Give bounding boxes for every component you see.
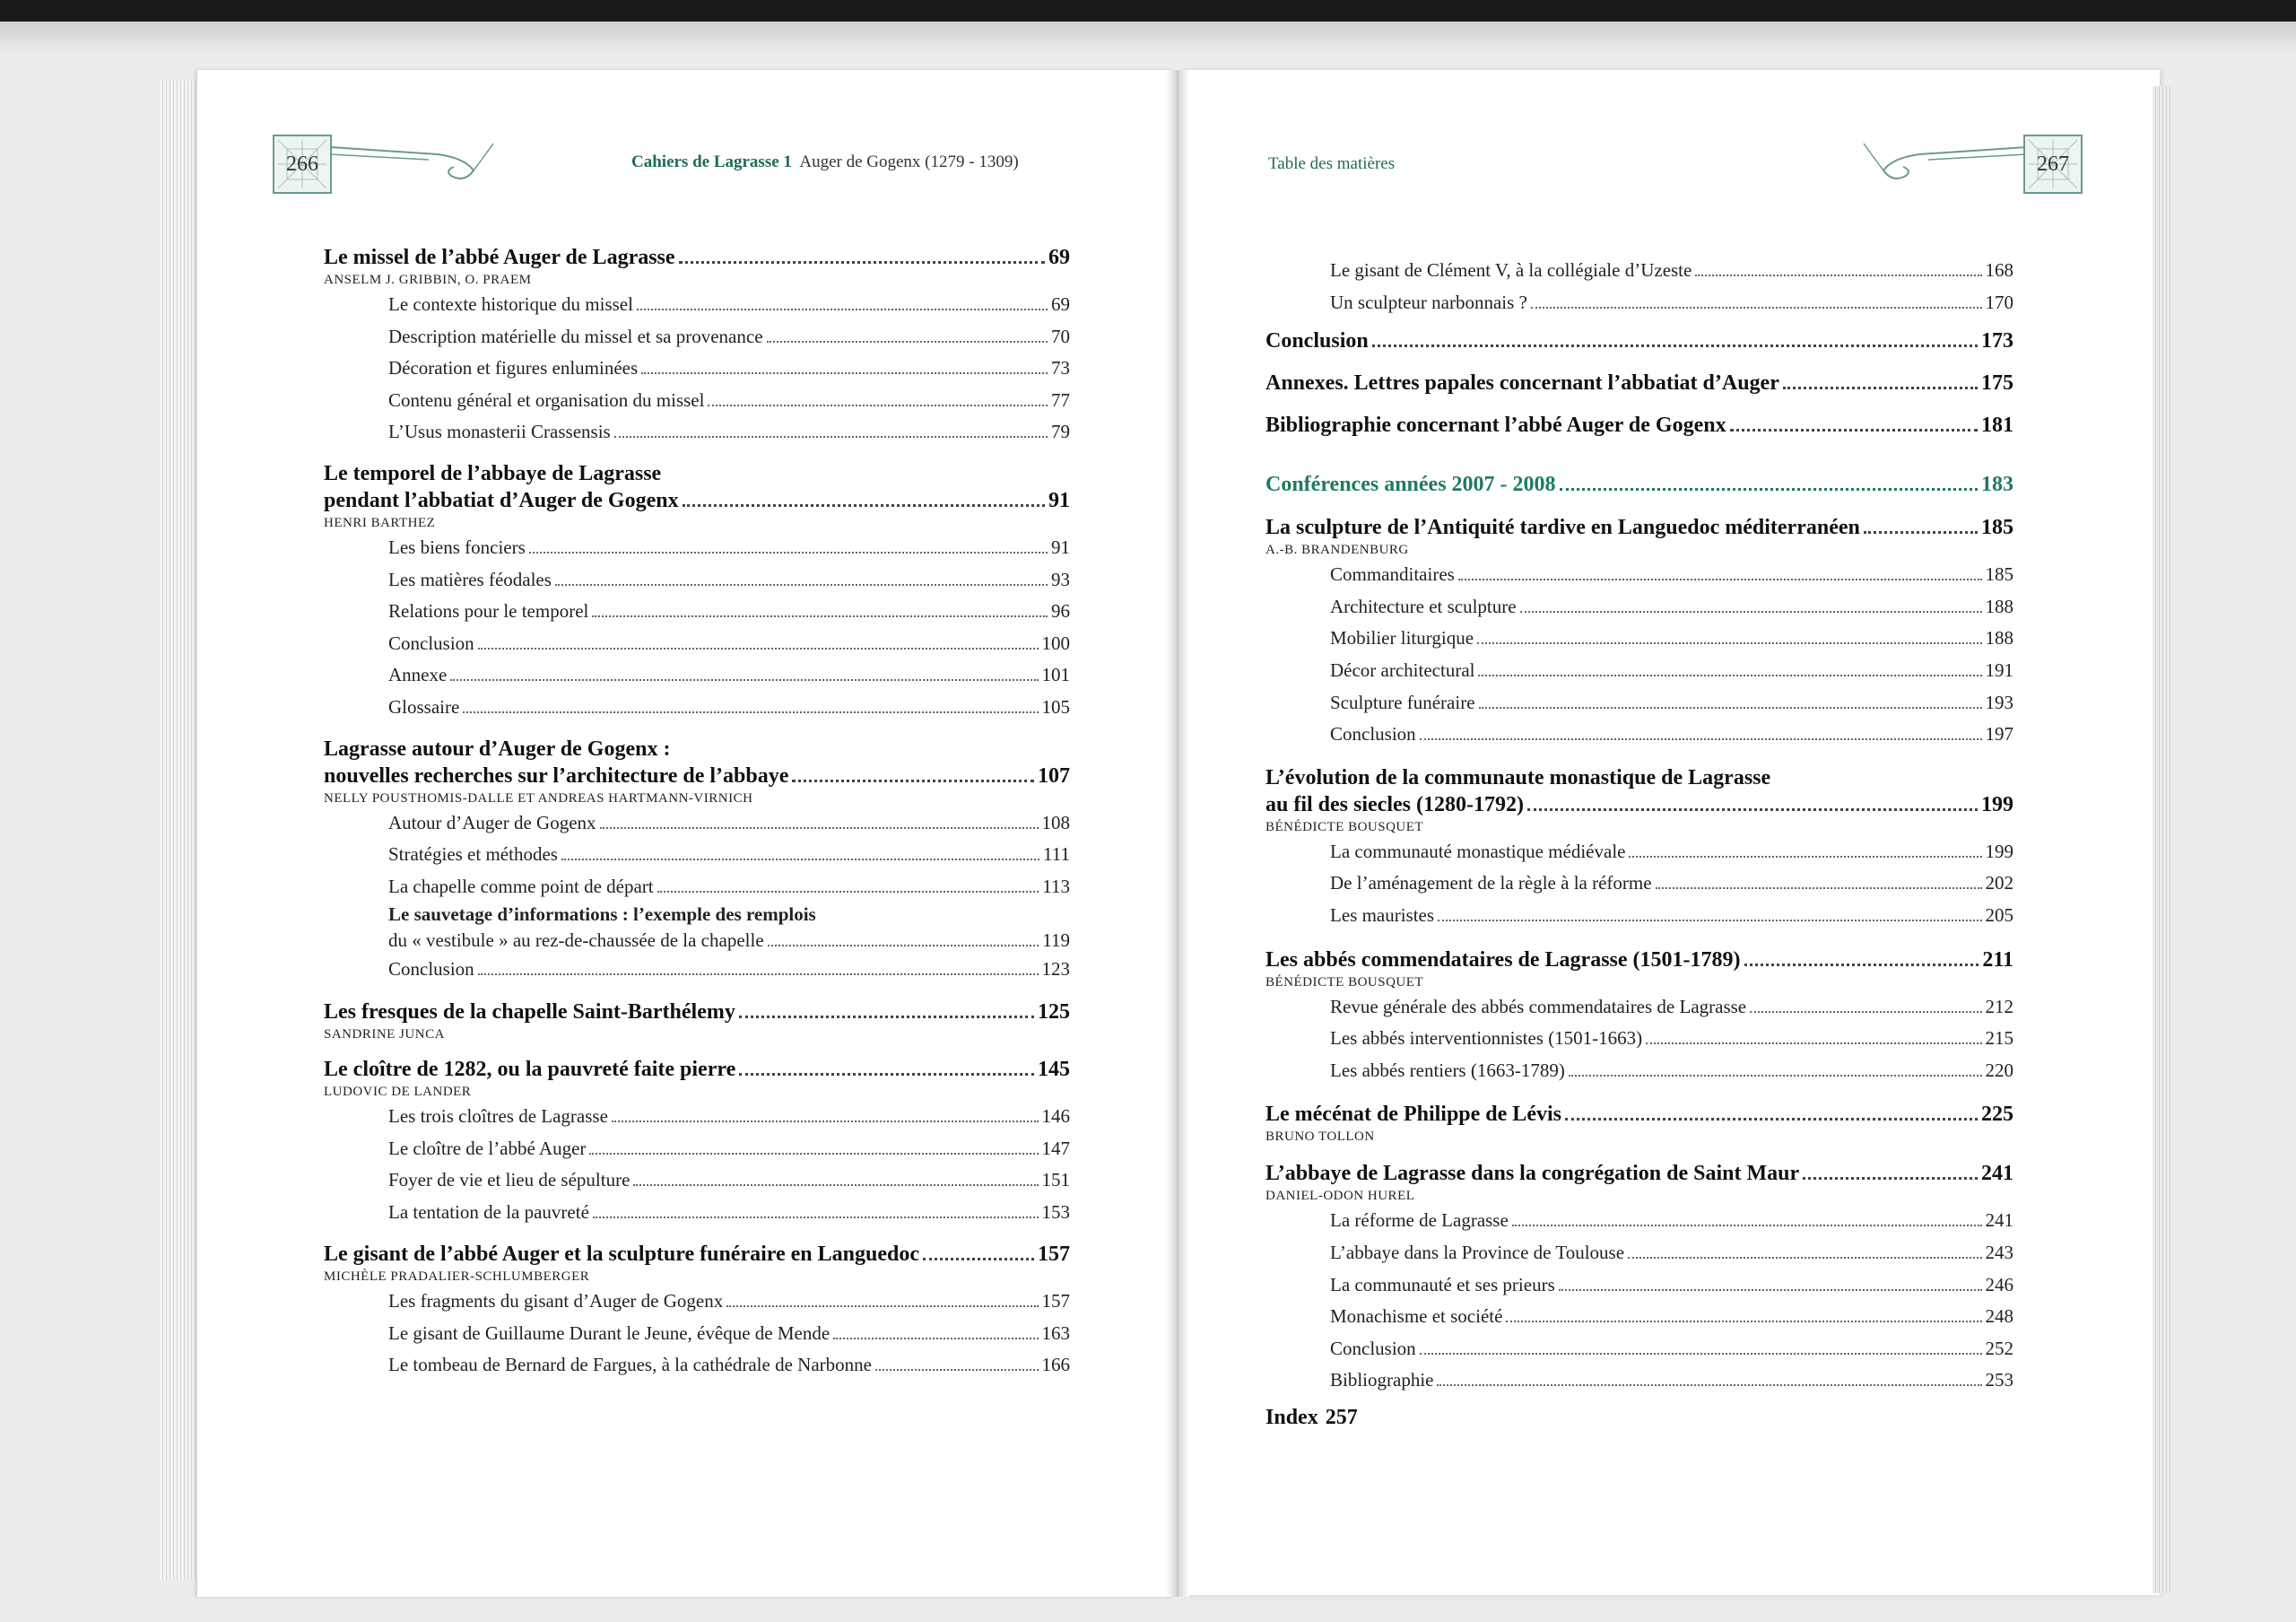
subentry-title: Un sculpteur narbonnais ?: [1330, 291, 1527, 313]
entry-author: HENRI BARTHEZ: [324, 515, 436, 530]
subentry-page: 111: [1043, 843, 1070, 866]
subentry-title: Le contexte historique du missel: [388, 293, 633, 315]
subentry-title: Monachisme et société: [1330, 1305, 1503, 1328]
subentry-page: 252: [1985, 1337, 2013, 1359]
entry-page: 211: [1982, 947, 2013, 972]
toc-subentry[interactable]: [1330, 255, 2013, 287]
subentry-page: 193: [1985, 691, 2013, 713]
subentry-page: 91: [1051, 536, 1070, 558]
toc-subentry[interactable]: [388, 353, 1070, 385]
toc-subentry[interactable]: [1330, 559, 2013, 591]
subentry-title: Conclusion: [1330, 723, 1416, 746]
index-title: Index: [1265, 1405, 1318, 1429]
toc-subentry[interactable]: [388, 903, 1070, 954]
subentry-page: 96: [1051, 600, 1070, 623]
toc-entry[interactable]: [324, 1241, 1070, 1382]
subentry-page: 105: [1041, 695, 1070, 718]
subentry-page: 199: [1985, 840, 2013, 862]
toc-subentry[interactable]: [388, 385, 1070, 417]
subentry-page: 253: [1985, 1369, 2013, 1391]
page-stack-right: [2152, 86, 2172, 1593]
subentry-title: Contenu général et organisation du missel: [388, 388, 705, 411]
entry-page: 91: [1048, 488, 1070, 512]
subentry-title: Description matérielle du missel et sa provenance: [388, 325, 763, 347]
subentry-title: Les abbés rentiers (1663-1789): [1330, 1059, 1565, 1081]
toc-subentry[interactable]: [1330, 868, 2013, 900]
entry-title: Le mécénat de Philippe de Lévis: [1265, 1103, 1561, 1127]
page-stack-left: [160, 81, 203, 1579]
entry-title: La sculpture de l’Antiquité tardive en Languedoc méditerranéen: [1265, 516, 1860, 540]
toc-entry[interactable]: [324, 244, 1070, 449]
toc-right: [1265, 255, 2013, 1431]
entry-title: Le gisant de l’abbé Auger et la sculpture funéraire en Languedoc: [324, 1243, 920, 1267]
toc-subentry[interactable]: [388, 1318, 1070, 1350]
section-page: 183: [1981, 473, 2013, 497]
subentry-page: 70: [1051, 325, 1070, 347]
toc-subentry[interactable]: [1330, 1055, 2013, 1087]
toc-subentry[interactable]: [388, 1101, 1070, 1133]
subentry-page: 168: [1985, 259, 2013, 281]
subentry-page: 151: [1041, 1169, 1070, 1191]
subentry-title: Architecture et sculpture: [1330, 595, 1517, 617]
entry-title: Le cloître de 1282, ou la pauvreté faite pierre: [324, 1057, 736, 1081]
subentry-page: 202: [1985, 872, 2013, 894]
subentry-title: Relations pour le temporel: [388, 600, 589, 623]
toc-subentry[interactable]: [388, 321, 1070, 353]
entry-author: MICHÈLE PRADALIER-SCHLUMBERGER: [324, 1269, 590, 1285]
toc-entry[interactable]: [324, 1056, 1070, 1228]
subentry-page: 113: [1042, 875, 1070, 897]
entry-page: 69: [1048, 246, 1070, 269]
subentry-title: Bibliographie: [1330, 1369, 1434, 1391]
subentry-page: 123: [1041, 958, 1070, 981]
subentry-title: Le cloître de l’abbé Auger: [388, 1137, 587, 1159]
entry-author: BÉNÉDICTE BOUSQUET: [1265, 819, 1424, 834]
subentry-title: La chapelle comme point de départ: [388, 875, 654, 897]
subentry-page: 166: [1041, 1354, 1070, 1376]
subentry-title: Le gisant de Clément V, à la collégiale d’Uzeste: [1330, 259, 1692, 281]
entry-title: L’abbaye de Lagrasse dans la congrégation de Saint Maur: [1265, 1162, 1800, 1186]
subentry-title: Les fragments du gisant d’Auger de Gogenx: [388, 1290, 724, 1312]
subentry-title: L’abbaye dans la Province de Toulouse: [1330, 1241, 1625, 1263]
subentry-title: Autour d’Auger de Gogenx: [388, 811, 596, 833]
subentry-page: 79: [1051, 421, 1070, 443]
section-heading[interactable]: [1265, 471, 2013, 498]
index-page: 257: [1325, 1405, 1358, 1429]
subentry-title: Décor architectural: [1330, 658, 1475, 681]
page-number-right: 267: [2037, 152, 2069, 176]
scan-border-top: [0, 0, 2296, 22]
toc-subentry[interactable]: [1330, 991, 2013, 1024]
toc-subentry[interactable]: [388, 659, 1070, 692]
subentry-page: 215: [1985, 1027, 2013, 1050]
subentry-title: Annexe: [388, 664, 448, 686]
subentry-page: 69: [1051, 293, 1070, 315]
entry-title: nouvelles recherches sur l’architecture de l’abbaye: [324, 763, 789, 788]
toc-left: [324, 244, 1070, 1382]
entry-title: Les fresques de la chapelle Saint-Barthélemy: [324, 999, 735, 1024]
subentry-page: 243: [1985, 1241, 2013, 1263]
subentry-title: La tentation de la pauvreté: [388, 1200, 589, 1223]
toc-subentry[interactable]: [1330, 591, 2013, 624]
subentry-title: L’Usus monasterii Crassensis: [388, 421, 611, 443]
toc-entry[interactable]: [324, 461, 1070, 724]
toc-subentry[interactable]: [388, 1133, 1070, 1165]
toc-subentry[interactable]: [388, 807, 1070, 840]
subentry-title: Les abbés interventionnistes (1501-1663): [1330, 1027, 1643, 1050]
subentry-title: Commanditaires: [1330, 563, 1455, 586]
subentry-page: 170: [1985, 291, 2013, 313]
entry-title: Conclusion: [1265, 329, 1369, 353]
entry-author: DANIEL-ODON HUREL: [1265, 1189, 1415, 1204]
toc-subentry[interactable]: [388, 564, 1070, 597]
subentry-title: Stratégies et méthodes: [388, 843, 558, 866]
subentry-title: Glossaire: [388, 695, 460, 718]
subentry-title: Décoration et figures enluminées: [388, 357, 639, 379]
toc-subentry[interactable]: [1330, 287, 2013, 319]
entry-page: 125: [1038, 999, 1070, 1024]
toc-subentry[interactable]: [1330, 1269, 2013, 1302]
toc-header-title: Table des matières: [1268, 154, 1396, 173]
entry-page: 225: [1981, 1103, 2013, 1127]
subentry-title: Conclusion: [388, 958, 474, 981]
page-number-left: 266: [286, 152, 318, 176]
toc-subentry[interactable]: [1330, 687, 2013, 719]
entry-page: 173: [1981, 329, 2013, 353]
entry-page: 199: [1981, 792, 2013, 816]
subentry-title: Les biens fonciers: [388, 536, 526, 558]
subentry-title: Le gisant de Guillaume Durant le Jeune, évêque de Mende: [388, 1321, 831, 1344]
toc-subentry[interactable]: [1330, 1205, 2013, 1237]
entry-title: Les abbés commendataires de Lagrasse (1501-1789): [1265, 947, 1741, 972]
toc-subentry[interactable]: [388, 692, 1070, 724]
toc-subentry[interactable]: [388, 532, 1070, 564]
toc-entry-index[interactable]: [1265, 1404, 2013, 1431]
scan-shadow: [0, 22, 2296, 54]
subentry-page: 73: [1051, 357, 1070, 379]
subentry-page: 185: [1985, 563, 2013, 586]
subentry-title: Mobilier liturgique: [1330, 627, 1474, 650]
subentry-page: 146: [1041, 1104, 1070, 1127]
toc-subentry[interactable]: [1330, 623, 2013, 655]
subentry-title: Conclusion: [1330, 1337, 1416, 1359]
subentry-page: 197: [1985, 723, 2013, 746]
running-header-right: [1268, 154, 1395, 174]
subentry-page: 153: [1041, 1200, 1070, 1223]
toc-subentry[interactable]: [1330, 1333, 2013, 1365]
toc-subentry[interactable]: [388, 1349, 1070, 1382]
entry-page: 107: [1038, 763, 1070, 788]
toc-subentry[interactable]: [1330, 900, 2013, 932]
entry-author: NELLY POUSTHOMIS-DALLE ET ANDREAS HARTMANN-VIRNICH: [324, 790, 753, 806]
subentry-page: 147: [1041, 1137, 1070, 1159]
subentry-page: 241: [1985, 1209, 2013, 1232]
subentry-title-line1: Le sauvetage d’informations : l’exemple des remplois: [388, 903, 816, 926]
toc-entry[interactable]: [1265, 946, 2013, 1087]
subentry-title: Foyer de vie et lieu de sépulture: [388, 1169, 631, 1191]
subentry-page: 220: [1985, 1059, 2013, 1081]
toc-entry[interactable]: [1265, 412, 2013, 439]
subentry-title: Le tombeau de Bernard de Fargues, à la cathédrale de Narbonne: [388, 1354, 872, 1376]
entry-title-line1: Le temporel de l’abbaye de Lagrasse: [324, 461, 662, 485]
toc-subentry[interactable]: [1330, 836, 2013, 868]
entry-title-line1: L’évolution de la communaute monastique de Lagrasse: [1265, 765, 1771, 789]
toc-subentry[interactable]: [388, 839, 1070, 871]
toc-subentry[interactable]: [1330, 1023, 2013, 1055]
toc-subentry[interactable]: [388, 871, 1070, 903]
toc-subentry[interactable]: [388, 1197, 1070, 1229]
subentry-title: Les trois cloîtres de Lagrasse: [388, 1104, 608, 1127]
subentry-title: du « vestibule » au rez-de-chaussée de la chapelle: [388, 929, 764, 952]
subentry-page: 188: [1985, 595, 2013, 617]
subentry-page: 100: [1041, 632, 1070, 654]
subentry-page: 191: [1985, 658, 2013, 681]
entry-page: 181: [1981, 414, 2013, 438]
toc-entry[interactable]: [1265, 514, 2013, 751]
subentry-page: 248: [1985, 1305, 2013, 1328]
toc-subentry[interactable]: [1330, 655, 2013, 687]
subentry-page: 119: [1042, 929, 1070, 952]
entry-page: 241: [1981, 1162, 2013, 1186]
toc-entry[interactable]: [1265, 370, 2013, 397]
subentry-title: La communauté et ses prieurs: [1330, 1273, 1555, 1295]
toc-subentry[interactable]: [1330, 719, 2013, 751]
toc-subentry[interactable]: [388, 289, 1070, 321]
toc-entry[interactable]: [1265, 1160, 2013, 1397]
toc-entry[interactable]: [324, 737, 1070, 986]
subentry-title: Revue générale des abbés commendataires de Lagrasse: [1330, 995, 1747, 1017]
toc-subentry[interactable]: [388, 596, 1070, 628]
subentry-title: Sculpture funéraire: [1330, 691, 1475, 713]
toc-entry[interactable]: [324, 998, 1070, 1043]
entry-author: BÉNÉDICTE BOUSQUET: [1265, 974, 1424, 990]
entry-page: 175: [1981, 371, 2013, 396]
entry-page: 157: [1038, 1243, 1070, 1267]
toc-subentry[interactable]: [388, 1286, 1070, 1318]
toc-subentry[interactable]: [388, 416, 1070, 449]
subentry-title: Les mauristes: [1330, 903, 1435, 926]
scroll-ornament-right-icon: [1857, 135, 2027, 188]
subentry-page: 101: [1041, 664, 1070, 686]
toc-subentry[interactable]: [388, 954, 1070, 986]
entry-title-line1: Lagrasse autour d’Auger de Gogenx :: [324, 737, 671, 761]
running-header-left: [631, 153, 1019, 172]
toc-entry[interactable]: [1265, 1101, 2013, 1146]
book-gutter: [1166, 70, 1189, 1597]
toc-subentry[interactable]: [1330, 1365, 2013, 1397]
entry-title: Le missel de l’abbé Auger de Lagrasse: [324, 246, 675, 269]
entry-author: A.-B. BRANDENBURG: [1265, 543, 1409, 558]
toc-entry[interactable]: [1265, 327, 2013, 354]
toc-subentry[interactable]: [1330, 1237, 2013, 1269]
subentry-title: Les matières féodales: [388, 568, 552, 590]
subentry-title: La réforme de Lagrasse: [1330, 1209, 1509, 1232]
entry-title: pendant l’abbatiat d’Auger de Gogenx: [324, 488, 679, 512]
subentry-page: 188: [1985, 627, 2013, 650]
subentry-page: 157: [1041, 1290, 1070, 1312]
entry-author: BRUNO TOLLON: [1265, 1129, 1375, 1145]
subentry-page: 205: [1985, 903, 2013, 926]
entry-author: SANDRINE JUNCA: [324, 1026, 445, 1042]
section-title: Conférences années 2007 - 2008: [1265, 473, 1556, 497]
subentry-title: La communauté monastique médiévale: [1330, 840, 1626, 862]
journal-title: Cahiers de Lagrasse 1: [631, 153, 792, 171]
page-number-box-right: [2023, 135, 2083, 194]
entry-title: Bibliographie concernant l’abbé Auger de Gogenx: [1265, 414, 1726, 438]
subentry-page: 163: [1041, 1321, 1070, 1344]
toc-subentry[interactable]: [1330, 1301, 2013, 1333]
subentry-page: 108: [1041, 811, 1070, 833]
entry-page: 145: [1038, 1057, 1070, 1081]
subentry-page: 212: [1985, 995, 2013, 1017]
entry-title: au fil des siecles (1280-1792): [1265, 792, 1524, 816]
volume-subtitle: Auger de Gogenx (1279 - 1309): [799, 153, 1019, 171]
entry-page: 185: [1981, 516, 2013, 540]
subentry-title: De l’aménagement de la règle à la réforme: [1330, 872, 1652, 894]
toc-subentry[interactable]: [388, 1164, 1070, 1197]
scroll-ornament-icon: [330, 135, 500, 188]
subentry-title: Conclusion: [388, 632, 474, 654]
subentry-page: 246: [1985, 1273, 2013, 1295]
toc-subentry[interactable]: [388, 628, 1070, 660]
subentry-page: 77: [1051, 388, 1070, 411]
toc-entry[interactable]: [1265, 765, 2013, 932]
entry-author: ANSELM J. GRIBBIN, O. PRAEM: [324, 273, 532, 287]
entry-author: LUDOVIC DE LANDER: [324, 1084, 472, 1099]
subentry-page: 93: [1051, 568, 1070, 590]
page-number-box-left: [273, 135, 332, 194]
entry-title: Annexes. Lettres papales concernant l’abbatiat d’Auger: [1265, 371, 1779, 396]
